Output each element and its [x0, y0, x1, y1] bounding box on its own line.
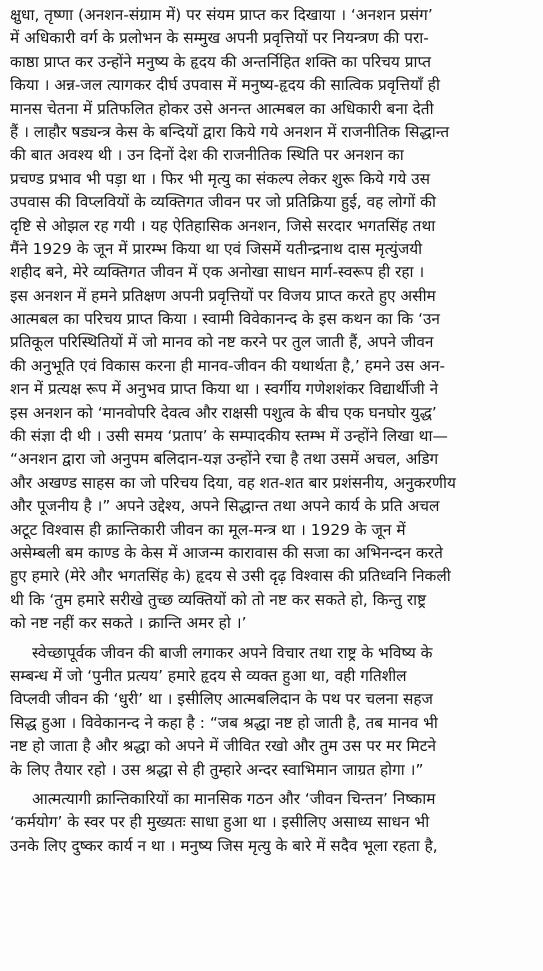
text-line: शन में प्रत्यक्ष रूप में अनुभव प्राप्त किया था । स्वर्गीय गणेशशंकर विद्यार्थीजी ने [10, 380, 439, 399]
paragraph-atmatyagi [10, 788, 535, 858]
text-line: प्रतिकूल परिस्थितियों में जो मानव को नष्ट करने पर तुल जाती हैं, अपने जीवन [10, 333, 434, 352]
text-line: उनके लिए दुष्कर कार्य न था । मनुष्य जिस मृत्यु के बारे में सदैव भूला रहता है, [10, 836, 438, 855]
paragraph-punit-pratyay [10, 642, 535, 782]
text-line: ‘कर्मयोग’ के स्वर पर ही मुख्यतः साधा हुआ था । इसीलिए असाध्य साधन भी [10, 813, 430, 832]
text-line: मानस चेतना में प्रतिफलित होकर उसे अनन्त आत्मबल का अधिकारी बना देती [10, 99, 434, 118]
quote-line: “अनशन द्वारा जो अनुपम बलिदान-यज्ञ उन्होंने रचा है तथा उसमें अचल, अडिग [10, 450, 439, 469]
text-line: की अनुभूति एवं विकास करना ही मानव-जीवन की यथार्थता है,’ हमने उस अन- [10, 356, 446, 375]
text-line: प्रचण्ड प्रभाव भी पड़ा था । फिर भी मृत्यु का संकल्प लेकर शुरू किये गये उस [10, 169, 431, 188]
quote-line: और अखण्ड साहस का जो परिचय दिया, वह शत-शत बार प्रशंसनीय, अनुकरणीय [10, 473, 456, 492]
text-line: इस अनशन को ‘मानवोपरि देवत्व और राक्षसी पशुत्व के बीच एक घनघोर युद्ध’ [10, 403, 437, 422]
text-line: सिद्ध हुआ । विवेकानन्द ने कहा है : “जब श्रद्धा नष्ट हो जाती है, तब मानव भी [10, 713, 438, 732]
text-line: को नष्ट नहीं कर सकते । क्रान्ति अमर हो ।’ [10, 614, 247, 633]
text-line: उपवास की विप्लवियों के व्यक्तिगत जीवन पर जो प्रतिक्रिया हुई, वह लोगों की [10, 193, 436, 212]
paragraph-anshan [10, 4, 535, 636]
text-line: आत्मबल का परिचय प्राप्त किया । स्वामी विवेकानन्द के इस कथन का कि ‘उन [10, 310, 440, 329]
text-line: के लिए तैयार रहो । उस श्रद्धा से ही तुम्हारे अन्दर स्वाभिमान जाग्रत होगा ।” [10, 760, 424, 779]
text-line: मैंने 1929 के जून में प्रारम्भ किया था एवं जिसमें यतीन्द्रनाथ दास मृत्युंजयी [10, 239, 423, 258]
text-line: की बात अवश्य थी । उन दिनों देश की राजनीतिक स्थिति पर अनशन का [10, 146, 404, 165]
text-line: विप्लवी जीवन की ‘धुरी’ था । इसीलिए आत्मबलिदान के पथ पर चलना सहज [10, 690, 433, 709]
text-line: स्वेच्छापूर्वक जीवन की बाजी लगाकर अपने विचार तथा राष्ट्र के भविष्य के [32, 643, 433, 662]
text-line: थी कि ‘तुम हमारे सरीखे तुच्छ व्यक्तियों को तो नष्ट कर सकते हो, किन्तु राष्ट्र [10, 590, 427, 609]
text-line: दृष्टि से ओझल रह गयी । यह ऐतिहासिक अनशन, जिसे सरदार भगतसिंह तथा [10, 216, 436, 235]
quote-line: और पूजनीय है ।” अपने उद्देश्य, अपने सिद्धान्त तथा अपने कार्य के प्रति अचल [10, 497, 440, 516]
text-line: सम्बन्ध में जो ‘पुनीत प्रत्यय’ हमारे हृदय से व्यक्त हुआ था, वही गतिशील [10, 666, 407, 685]
text-line: नष्ट हो जाता है और श्रद्धा को अपने में जीवित रखो और तुम उस पर मर मिटने [10, 737, 437, 756]
text-line: हुए हमारे (मेरे और भगतसिंह के) हृदय से उसी दृढ़ विश्वास की प्रतिध्वनि निकली [10, 567, 451, 586]
text-line: हैं । लाहौर षड्यन्त्र केस के बन्दियों द्वारा किये गये अनशन में राजनीतिक सिद्धान्त [10, 122, 450, 141]
text-line: आत्मत्यागी क्रान्तिकारियों का मानसिक गठन और ‘जीवन चिन्तन’ निष्काम [32, 789, 436, 808]
text-line: क्षुधा, तृष्णा (अनशन-संग्राम में) पर संयम प्राप्त कर दिखाया । ‘अनशन प्रसंग’ [10, 6, 433, 24]
text-line: काष्ठा प्राप्त कर उन्होंने मनुष्य के हृदय की अन्तर्निहित शक्ति का परिचय प्राप्त [10, 52, 431, 71]
text-line: में अधिकारी वर्ग के प्रलोभन के सम्मुख अपनी प्रवृत्तियों पर नियन्त्रण की परा- [10, 29, 429, 48]
text-line: किया । अन्न-जल त्यागकर दीर्घ उपवास में मनुष्य-हृदय की सात्विक प्रवृत्तियाँ ही [10, 76, 440, 95]
text-line: अटूट विश्वास ही क्रान्तिकारी जीवन का मूल-मन्त्र था । 1929 के जून में [10, 520, 406, 539]
text-line: असेम्बली बम काण्ड के केस में आजन्म कारावास की सजा का अभिनन्दन करते [10, 543, 443, 562]
text-line: इस अनशन में हमने प्रतिक्षण अपनी प्रवृत्तियों पर विजय प्राप्त करते हुए असीम [10, 286, 436, 305]
text-line: शहीद बने, मेरे व्यक्तिगत जीवन में एक अनोखा साधन मार्ग-स्वरूप ही रहा । [10, 263, 425, 282]
text-line: की संज्ञा दी थी । उसी समय ‘प्रताप’ के सम्पादकीय स्तम्भ में उन्होंने लिखा था— [10, 427, 448, 446]
